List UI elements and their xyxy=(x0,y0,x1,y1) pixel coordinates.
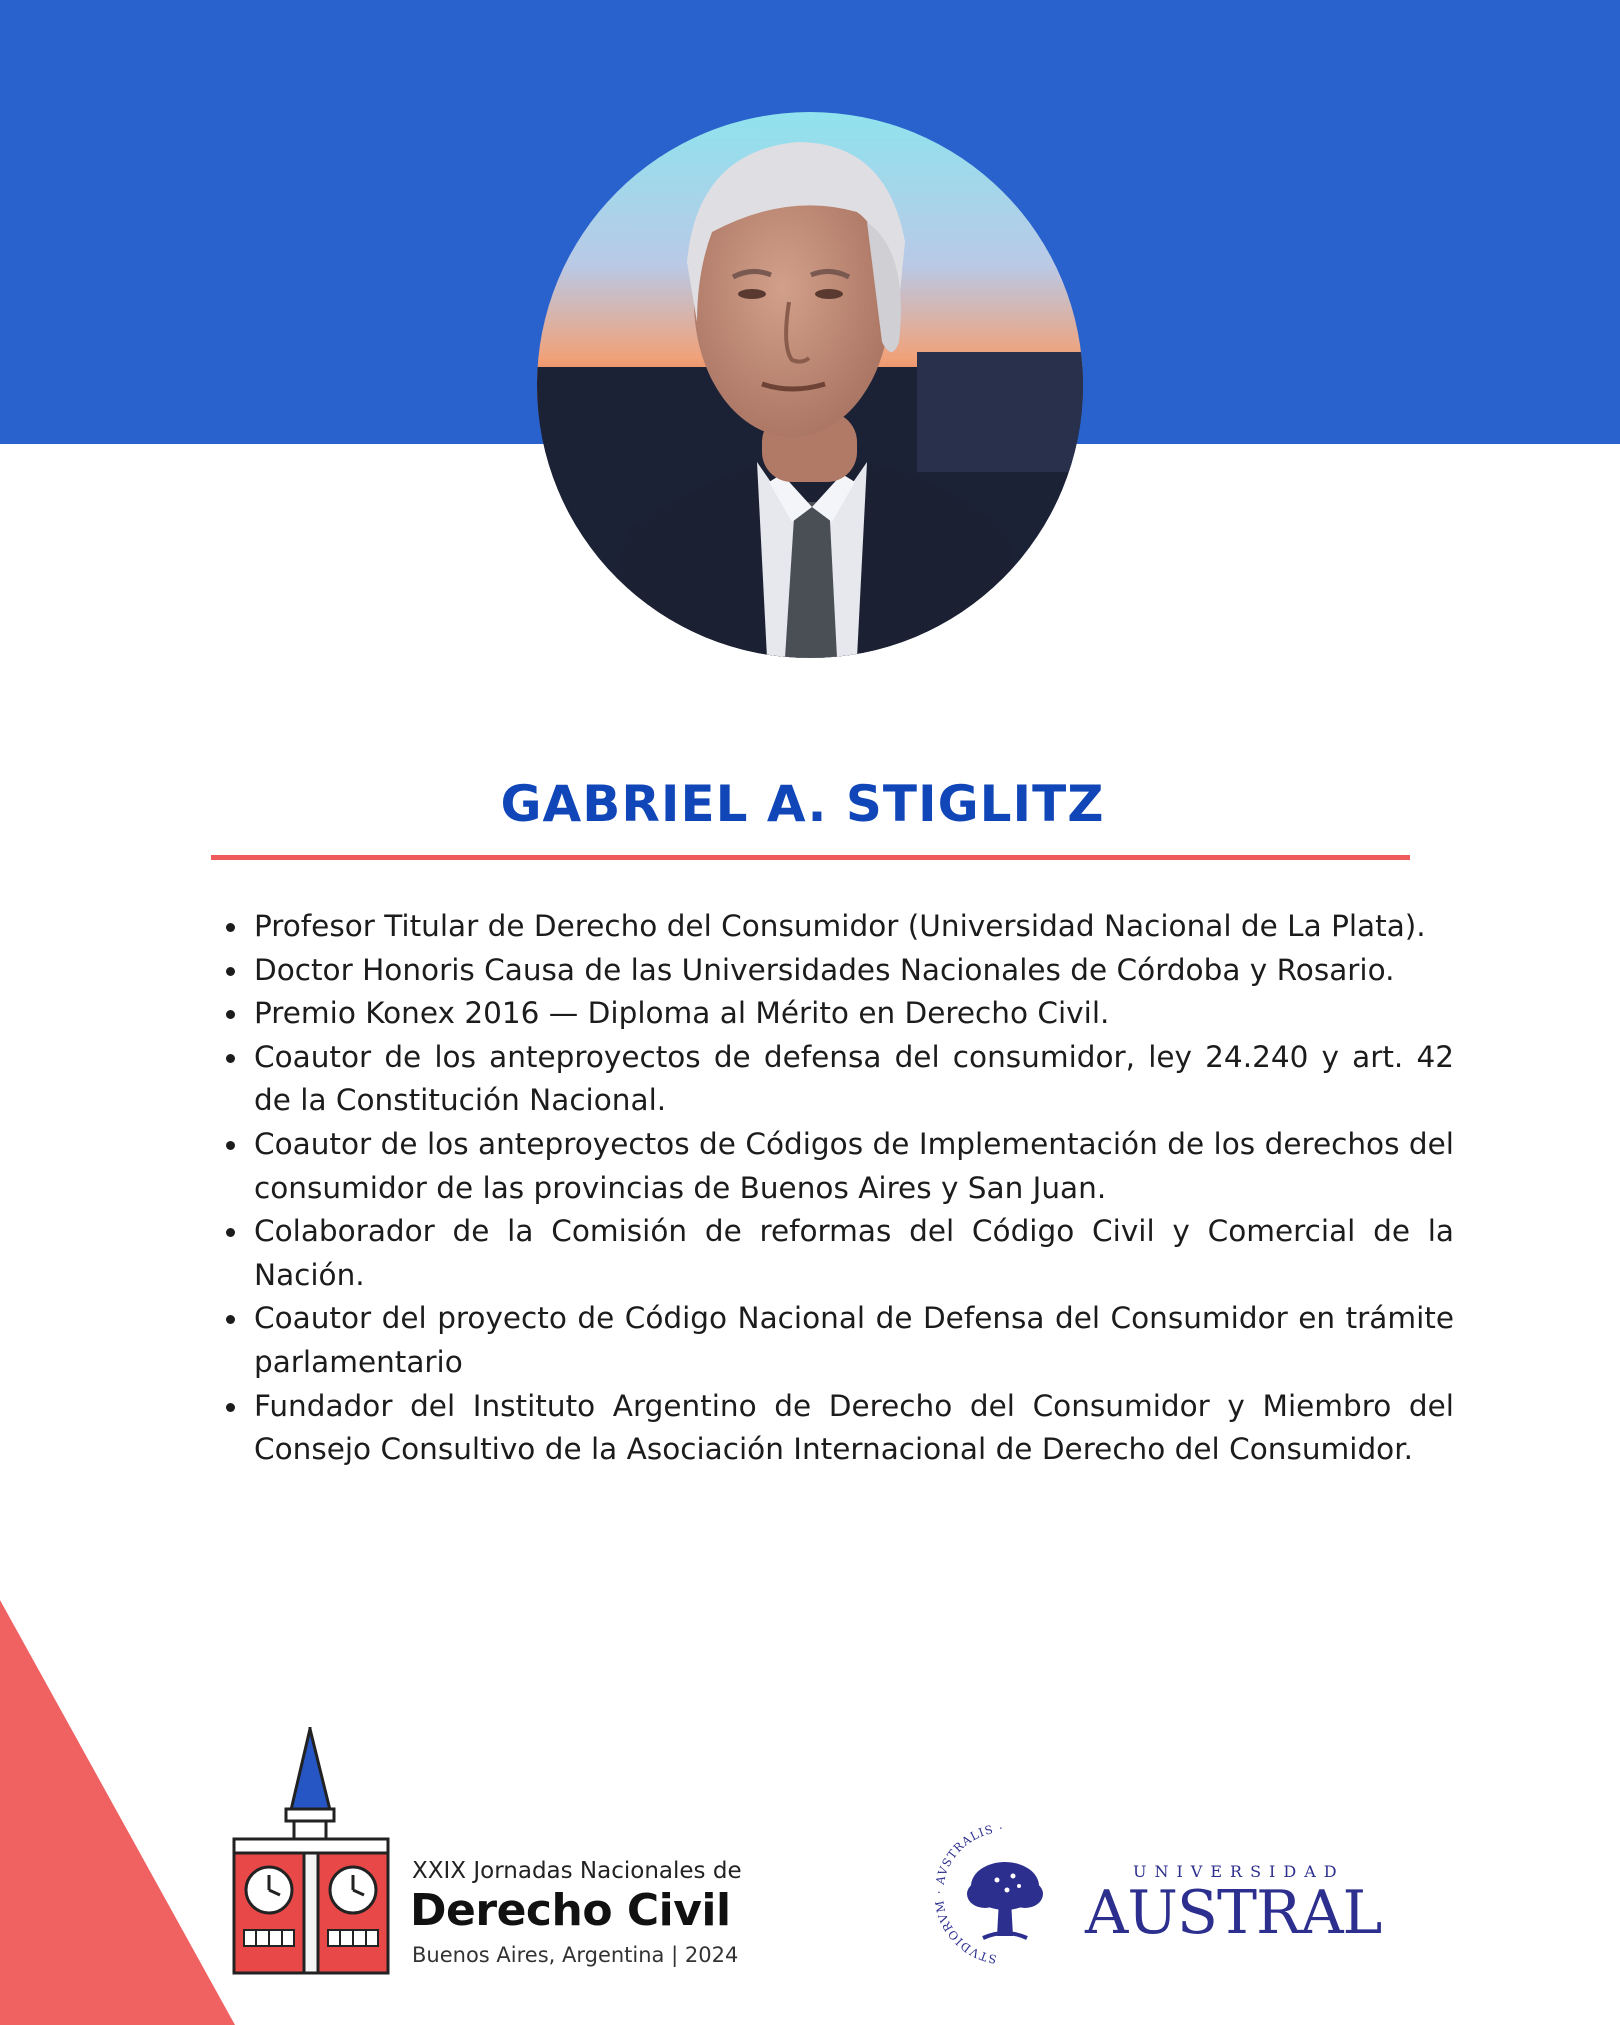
speaker-photo xyxy=(537,112,1083,658)
event-logo-line1: XXIX Jornadas Nacionales de xyxy=(412,1858,742,1884)
corner-triangle xyxy=(0,1600,240,2025)
event-logo-title: Derecho Civil xyxy=(410,1885,731,1936)
clock-tower-icon xyxy=(228,1725,398,1975)
bio-item: Premio Konex 2016 — Diploma al Mérito en Derecho Civil. xyxy=(254,992,1454,1036)
university-seal-icon xyxy=(935,1820,1075,1980)
university-logo xyxy=(935,1820,1395,1980)
bio-item: Coautor de los anteproyectos de Códigos de Implementación de los derechos del consumidor de las provincias de Buenos Aires y San Juan. xyxy=(254,1123,1454,1210)
event-logo xyxy=(228,1725,818,1975)
bio-item: Profesor Titular de Derecho del Consumidor (Universidad Nacional de La Plata). xyxy=(254,905,1454,949)
bio-item: Colaborador de la Comisión de reformas del Código Civil y Comercial de la Nación. xyxy=(254,1210,1454,1297)
title-underline xyxy=(211,855,1410,860)
event-logo-location: Buenos Aires, Argentina | 2024 xyxy=(412,1943,739,1967)
speaker-bio-list xyxy=(220,905,1454,1472)
seal-text: STVDIORV VSTRALIS · xyxy=(935,1820,1005,1967)
bio-item: Doctor Honoris Causa de las Universidades Nacionales de Córdoba y Rosario. xyxy=(254,949,1454,993)
university-name: AUSTRAL xyxy=(1085,1878,1382,1948)
university-label: UNIVERSIDAD xyxy=(1133,1862,1345,1881)
bio-item: Coautor de los anteproyectos de defensa del consumidor, ley 24.240 y art. 42 de la Constitución Nacional. xyxy=(254,1036,1454,1123)
bio-item: Coautor del proyecto de Código Nacional de Defensa del Consumidor en trámite parlamentario xyxy=(254,1297,1454,1384)
bio-item: Fundador del Instituto Argentino de Derecho del Consumidor y Miembro del Consejo Consultivo de la Asociación Internacional de Derecho del Consumidor. xyxy=(254,1385,1454,1472)
speaker-name: GABRIEL A. STIGLITZ xyxy=(500,775,1105,833)
